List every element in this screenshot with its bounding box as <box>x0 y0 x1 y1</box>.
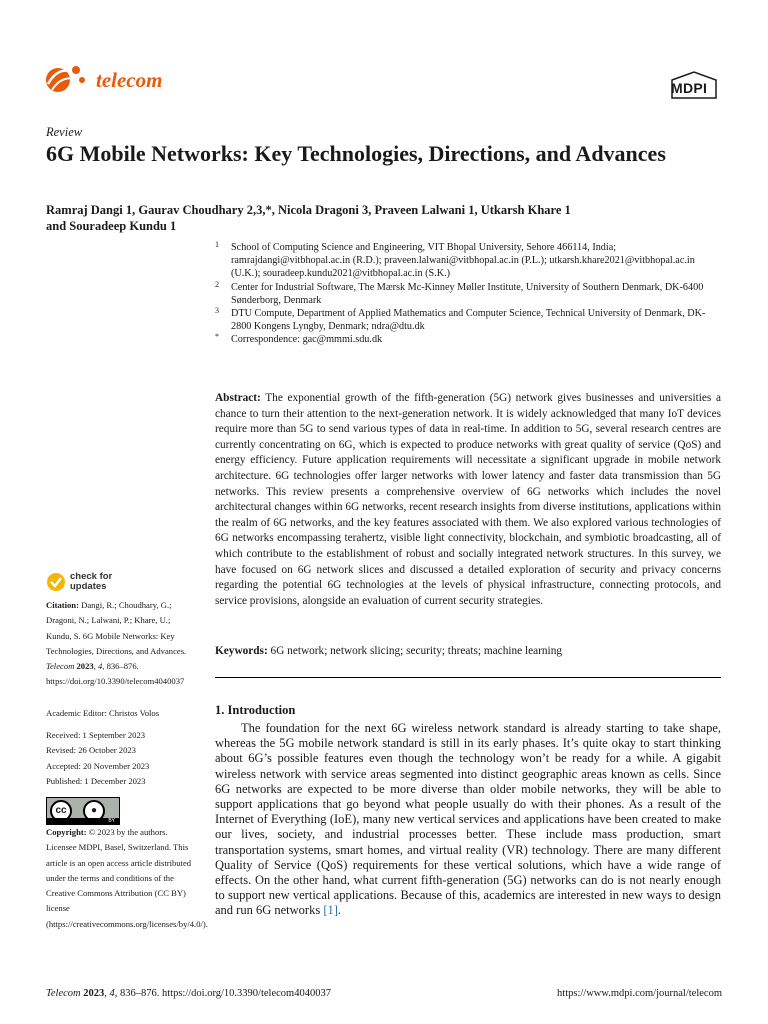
keywords-label: Keywords: <box>215 645 268 657</box>
accepted-date: Accepted: 20 November 2023 <box>46 760 150 771</box>
correspondence: * Correspondence: gac@mmmi.sdu.dk <box>215 332 383 346</box>
abstract <box>215 391 721 609</box>
telecom-logo-icon <box>40 60 88 100</box>
check-for-updates[interactable]: check for updates <box>70 571 113 592</box>
by-label: BY <box>47 818 119 824</box>
affiliations <box>215 241 725 347</box>
footer-citation: Telecom 2023, 4, 836–876. https://doi.org/10.3390/telecom4040037 <box>46 988 331 999</box>
citation-label: Citation: <box>46 600 79 610</box>
dates <box>46 728 198 789</box>
author-list <box>46 202 726 234</box>
citation: Citation: Dangi, R.; Choudhary, G.; Dragoni, N.; Lalwani, P.; Khare, U.; Kundu, S. 6G Mobile Networks: Key Technologies, Directions, and Advances. Telecom 2023, 4, 836–876. https://doi.org/10.3390/telecom4040037 <box>46 600 187 687</box>
cc-icon: cc <box>50 800 72 822</box>
affiliation-3: 3 DTU Compute, Department of Applied Mathematics and Computer Science, Technical University of Denmark, DK-2800 Kongens Lyngby, Denmark; ndra@dtu.dk <box>215 306 706 333</box>
introduction-text: The foundation for the next 6G wireless network standard is already starting to take shape, whereas the 5G mobile network standard is still in its early phases. It’s quite okay to start thinking about 6G’s possible features even though the technology won’t be ready for a while. A gigabit wireless network with service areas segmented into distinct geographic areas known as cells. Since 6G networks are expected to be more diverse than older mobile networks, they will be able to support applications that go beyond what people usually do with their phones. As a result of the Internet of Everything (IoE), many new vertical services and applications have been created to make our lives, society, and industrial processes better. These include mass production, smart transportation systems, smart homes, and virtual reality (VR) technology. There are many different Quality of Service (QoS) requirements for these vertical solutions, which have a wide range of effects. On the other hand, what current fifth-generation (5G) networks can do is not nearly enough to support new vertical applications. Because of this, academics are interested in new ways to design and run 6G networks [1]. <box>215 721 721 918</box>
article-title: 6G Mobile Networks: Key Technologies, Directions, and Advances <box>46 141 666 166</box>
check-for-updates-icon[interactable] <box>46 572 66 592</box>
authors-line-1: Ramraj Dangi 1, Gaurav Choudhary 2,3,*, Nicola Dragoni 3, Praveen Lalwani 1, Utkarsh Khare 1 <box>46 203 571 217</box>
keywords-text: 6G network; network slicing; security; threats; machine learning <box>270 645 562 657</box>
section-title: 1. Introduction <box>215 703 296 717</box>
publisher-logo: MDPI <box>671 80 708 96</box>
affiliation-2: 2 Center for Industrial Software, The Mærsk Mc-Kinney Møller Institute, University of Southern Denmark, DK-6400 Sønderborg, Denmark <box>215 279 704 306</box>
reference-link[interactable]: [1] <box>323 903 338 918</box>
footer-doi[interactable]: , 836–876. https://doi.org/10.3390/telecom4040037 <box>114 988 331 999</box>
article-type: Review <box>46 125 83 139</box>
copyright: Copyright: © 2023 by the authors. Licensee MDPI, Basel, Switzerland. This article is an open access article distributed under the terms and conditions of the Creative Commons Attribution (CC BY) license (https://creativecommons.org/licenses/by/4.0/). <box>46 827 208 929</box>
authors-line-2: and Souradeep Kundu 1 <box>46 219 177 233</box>
abstract-label: Abstract: <box>215 392 261 404</box>
copyright-label: Copyright: <box>46 827 87 837</box>
revised-date: Revised: 26 October 2023 <box>46 745 136 756</box>
by-person-icon: ● <box>83 800 105 822</box>
keywords <box>215 644 721 659</box>
received-date: Received: 1 September 2023 <box>46 730 146 740</box>
citation-doi[interactable]: , 836–876. https://doi.org/10.3390/telecom4040037 <box>46 661 185 687</box>
journal-name: telecom <box>96 68 163 92</box>
divider <box>215 677 721 678</box>
affiliation-1: 1 School of Computing Science and Engineering, VIT Bhopal University, Sehore 466114, India; ramrajdangi@vitbhopal.ac.in (R.D.); praveen.lalwani@vitbhopal.ac.in (P.L.); utkarsh.khare2021@vitbhopal.ac.in (U.K.); souradeep.kundu2021@vitbhopal.ac.in (S.K.) <box>215 240 695 280</box>
footer-journal-url[interactable]: https://www.mdpi.com/journal/telecom <box>557 988 722 999</box>
academic-editor: Academic Editor: Christos Volos <box>46 708 160 718</box>
cc-by-license-badge[interactable] <box>46 797 120 825</box>
abstract-text: The exponential growth of the fifth-generation (5G) network gives businesses and universities a chance to turn their attention to the next-generation network. It is widely acknowledged that many IoT devices require more than 5G to send various types of data in real-time. In addition to 5G, several research centres are currently concentrating on 6G, which is expected to produce networks with great quality of service (QoS) and energy efficiency. Future application requirements will necessitate a significant upgrade in mobile network architecture. 6G technologies offer larger networks with lower latency and faster data transmission than 5G networks. This review presents a comprehensive overview of 6G networks which includes the novel architectural changes within 6G networks, recent research insights from diverse institutions, applications within the realm of 6G networks, and the key features associated with them. We also explored various technologies of 6G networks encompassing terahertz, visible light connectivity, blockchain, and symbiotic broadcasting, all of which contribute to the establishment of robust and socially integrated network structures. In this survey, we have focused on 6G network slices and discussed a detailed exploration of security and privacy concerns regarding the potential 6G technologies at the levels of physical infrastructure, connecting protocols, and service provisions, alongside an evaluation of current security strategies. <box>215 392 721 607</box>
published-date: Published: 1 December 2023 <box>46 775 146 786</box>
